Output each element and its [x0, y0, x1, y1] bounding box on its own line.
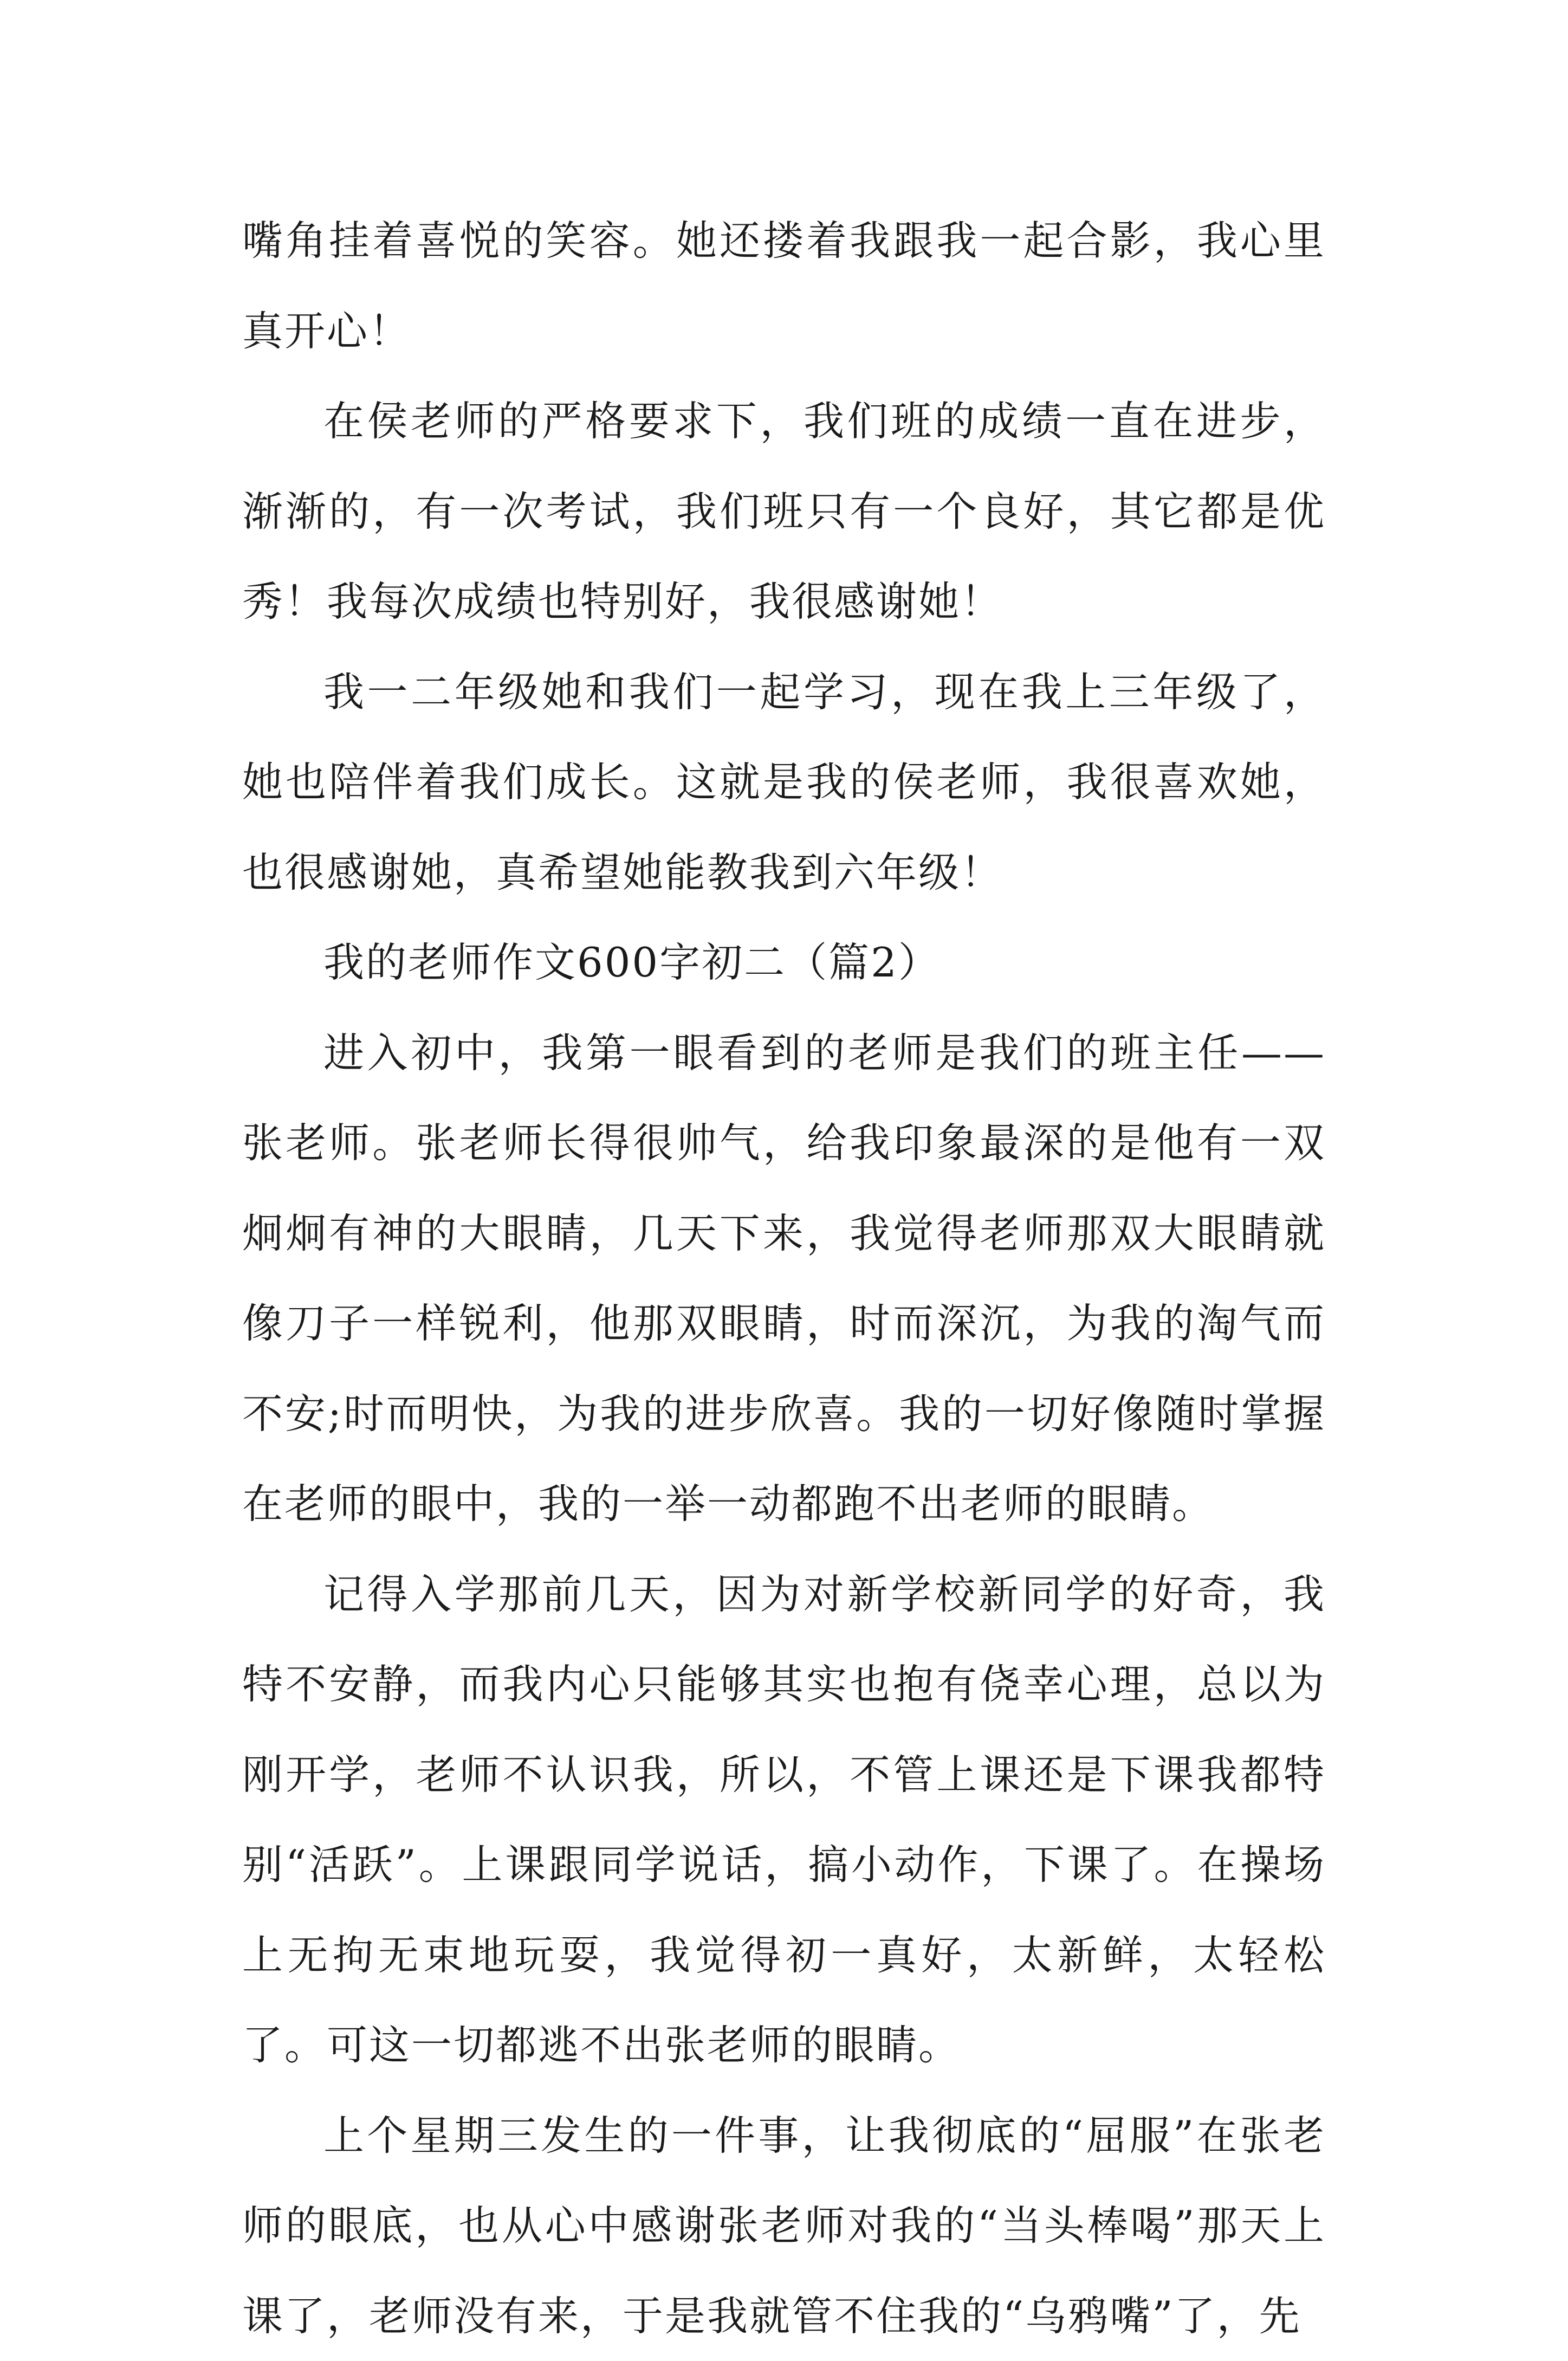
section-heading: 我的老师作文600字初二（篇2） — [242, 917, 1326, 1008]
paragraph-1: 嘴角挂着喜悦的笑容。她还搂着我跟我一起合影，我心里真开心！ — [242, 196, 1326, 376]
paragraph-3: 我一二年级她和我们一起学习，现在我上三年级了，她也陪伴着我们成长。这就是我的侯老师，我很喜欢她，也很感谢她，真希望她能教我到六年级！ — [242, 647, 1326, 918]
paragraph-6: 上个星期三发生的一件事，让我彻底的“屈服”在张老师的眼底，也从心中感谢张老师对我的“当头棒喝”那天上课了，老师没有来，于是我就管不住我的“乌鸦嘴”了，先 — [242, 2091, 1326, 2361]
document-page — [242, 196, 1326, 2361]
paragraph-4: 进入初中，我第一眼看到的老师是我们的班主任——张老师。张老师长得很帅气，给我印象最深的是他有一双炯炯有神的大眼睛，几天下来，我觉得老师那双大眼睛就像刀子一样锐利，他那双眼睛，时而深沉，为我的淘气而不安;时而明快，为我的进步欣喜。我的一切好像随时掌握在老师的眼中，我的一举一动都跑不出老师的眼睛。 — [242, 1008, 1326, 1549]
paragraph-2: 在侯老师的严格要求下，我们班的成绩一直在进步，渐渐的，有一次考试，我们班只有一个良好，其它都是优秀！我每次成绩也特别好，我很感谢她！ — [242, 376, 1326, 647]
paragraph-5: 记得入学那前几天，因为对新学校新同学的好奇，我特不安静，而我内心只能够其实也抱有侥幸心理，总以为刚开学，老师不认识我，所以，不管上课还是下课我都特别“活跃”。上课跟同学说话，搞小动作，下课了。在操场上无拘无束地玩耍，我觉得初一真好，太新鲜，太轻松了。可这一切都逃不出张老师的眼睛。 — [242, 1549, 1326, 2091]
